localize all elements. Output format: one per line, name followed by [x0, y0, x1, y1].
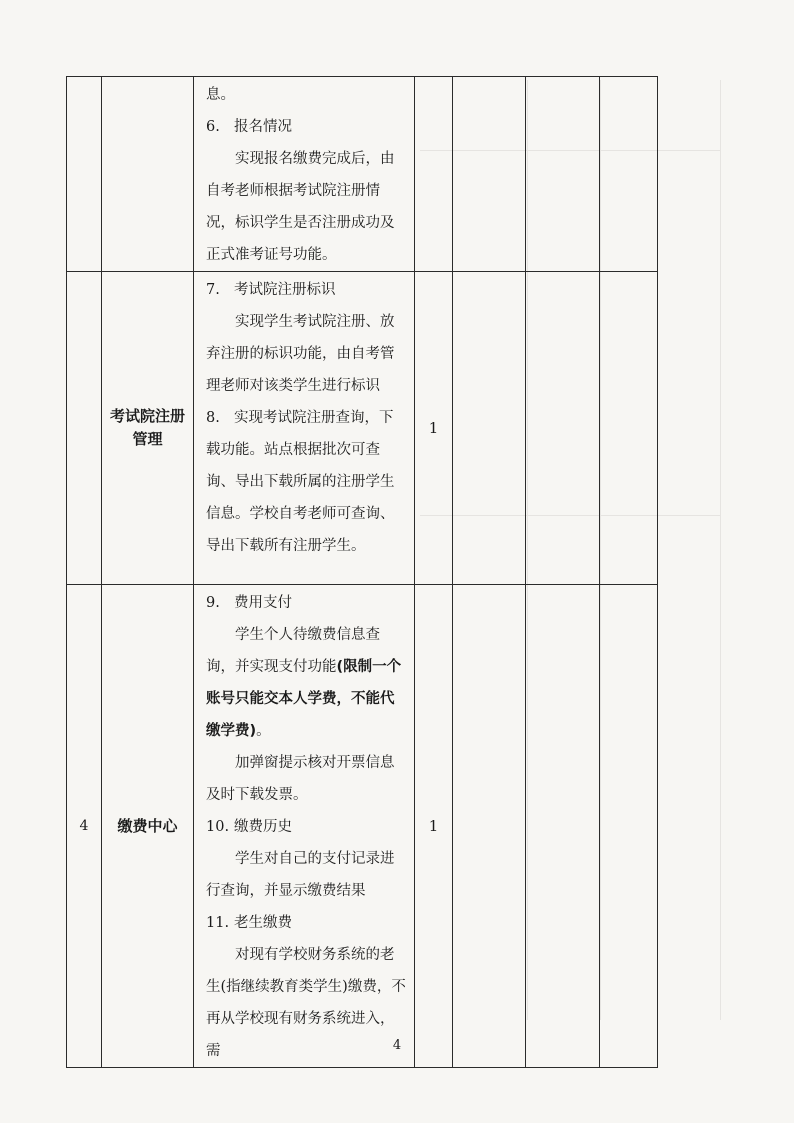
empty-cell [600, 585, 658, 1068]
item-heading: 10. 缴费历史 [206, 819, 292, 835]
empty-cell [526, 77, 600, 272]
page-number: 4 [392, 1038, 402, 1053]
quantity-cell [415, 77, 453, 272]
empty-cell [600, 77, 658, 272]
table-row [67, 585, 658, 1068]
empty-cell [600, 272, 658, 585]
empty-cell [453, 272, 526, 585]
quantity-cell: 1 [415, 585, 453, 1068]
bold-restriction: (限制一个账号只能交本人学费，不能代缴学费) [206, 659, 402, 739]
item-heading: 7. 考试院注册标识 [206, 282, 336, 298]
empty-cell [526, 585, 600, 1068]
table-row [67, 77, 658, 272]
description-cell [194, 77, 415, 272]
description-cell [194, 585, 415, 1068]
quantity-cell: 1 [415, 272, 453, 585]
paragraph: 对现有学校财务系统的老生(指继续教育类学生)缴费，不再从学校现有财务系统进入，需 [206, 947, 406, 1059]
paragraph: 实现学生考试院注册、放弃注册的标识功能，由自考管理老师对该类学生进行标识 [206, 314, 395, 394]
module-cell: 考试院注册管理 [102, 272, 194, 585]
item-heading: 11. 老生缴费 [206, 915, 292, 931]
requirements-table [66, 76, 658, 1068]
paragraph: 学生个人待缴费信息查询，并实现支付功能(限制一个账号只能交本人学费，不能代缴学费)。 [206, 627, 402, 739]
bleed-through-line [720, 80, 721, 1020]
empty-cell [526, 272, 600, 585]
empty-cell [453, 585, 526, 1068]
description-cell [194, 272, 415, 585]
table-row [67, 272, 658, 585]
seq-cell [67, 272, 102, 585]
seq-cell: 4 [67, 585, 102, 1068]
item-paragraph: 8. 实现考试院注册查询，下载功能。站点根据批次可查询、导出下载所属的注册学生信息。学校自考老师可查询、导出下载所有注册学生。 [206, 410, 395, 554]
module-cell [102, 77, 194, 272]
module-cell: 缴费中心 [102, 585, 194, 1068]
text-line: 息。 [206, 87, 235, 103]
paragraph: 加弹窗提示核对开票信息及时下载发票。 [206, 755, 395, 803]
paragraph: 实现报名缴费完成后，由自考老师根据考试院注册情况，标识学生是否注册成功及正式准考证号功能。 [206, 151, 395, 263]
item-heading: 6. 报名情况 [206, 119, 292, 135]
paragraph: 学生对自己的支付记录进行查询，并显示缴费结果 [206, 851, 395, 899]
item-heading: 9. 费用支付 [206, 595, 292, 611]
seq-cell [67, 77, 102, 272]
empty-cell [453, 77, 526, 272]
